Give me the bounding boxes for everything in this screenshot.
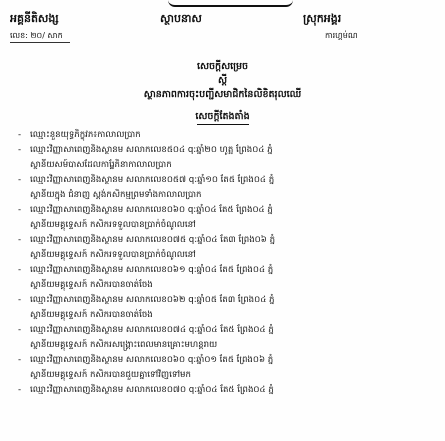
list-item-line: ស្ថានីយមគ្គុទ្ទេសក៍ កសិករទទួលបានប្រាក់ចំណូលនៅ (30, 250, 196, 260)
list-item-line: ស្ថានីយមគ្គុទ្ទេសក៍ កសិករបានជួយគ្នាទៅវិញទៅមក (30, 370, 191, 380)
list-item-line: ឈ្មោះវិញ្ញាសាពេញនិងស្ថានម សលាកលេខ០៧៤ q:ឆ្នាំ០៤ តែ៥ ព្រែង០៤ ភ្នំ (30, 325, 274, 335)
section-heading: សេចក្តីតែងតាំង (195, 111, 250, 122)
date-line: ការហ្គម់ណ (325, 31, 358, 40)
decision-subject: ស្ថានភាពការចុះបញ្ជីសមាជិកនៃលិខិតរុលឈើ (143, 89, 302, 100)
list-item-line: ឈ្មោះវិញ្ញាសាពេញនិងស្ថានម សលាកលេខ០៦០ q:ឆ្នាំ០១ តែ៥ ព្រែង០៦ ភ្នំ (30, 355, 274, 365)
list-bullet: - (18, 235, 22, 245)
list-item-line: ឈ្មោះនួនយុទ្ធភិក្ខុវភ៖កាលាលប្រាក (30, 130, 141, 140)
list-item-line: ស្ថានីយមគ្គុទ្ទេសក៍ កសិករបានចាត់ចែង (30, 310, 153, 320)
appointment-list (18, 128, 436, 398)
list-item (18, 128, 436, 143)
reference-number: លេខ: ២០/ សាក (10, 31, 63, 40)
list-bullet: - (18, 205, 22, 215)
header-center: ស្ថាបនាស (160, 12, 202, 25)
header-row (10, 12, 435, 28)
decision-subtitle: ស្តី (217, 75, 228, 86)
list-item-line: ឈ្មោះវិញ្ញាសាពេញនិងស្ថានម សលាកលេខ០៥៧ q:ឆ្នាំ១០ តែ៥ ព្រែង០៤ ភ្នំ (30, 175, 275, 185)
header-left: អគ្គនីតិសង្ស (10, 12, 59, 25)
section-underline (197, 124, 249, 125)
list-bullet: - (18, 295, 22, 305)
list-item (18, 323, 436, 353)
list-bullet: - (18, 385, 22, 395)
reference-underline (10, 42, 70, 43)
list-item (18, 233, 436, 263)
list-item-line: ឈ្មោះវិញ្ញាសាពេញនិងស្ថានម សលាកលេខ០៦០ q:ឆ្នាំ០៤ តែ៥ ព្រែង០៤ ភ្នំ (30, 205, 273, 215)
list-item-line: ស្ថានីយមគ្គុទ្ទេសក៍ កសិករទទួលបានប្រាក់ចំណូលនៅ (30, 220, 196, 230)
list-bullet: - (18, 265, 22, 275)
decision-title: សេចក្តីសម្រេច (196, 61, 249, 72)
list-item (18, 353, 436, 383)
list-item (18, 203, 436, 233)
list-bullet: - (18, 325, 22, 335)
list-bullet: - (18, 145, 22, 155)
list-bullet: - (18, 355, 22, 365)
list-item-line: ស្ថានីយមគ្គុទ្ទេសក៍ កសិករសង្គ្រោះពេលមានគ្រោះមហន្តរាយ (30, 340, 218, 350)
list-item-line: ឈ្មោះវិញ្ញាសាពេញនិងស្ថានម សលាកលេខ០៧៥ q:ឆ្នាំ០៤ តែ៣ ព្រែង០៦ ភ្នំ (30, 235, 276, 245)
list-item-line: ឈ្មោះវិញ្ញាសាពេញនិងស្ថានម សលាកលេខ០៦២ q:ឆ្នាំ០៥ តែ៣ ព្រែង០៤ ភ្នំ (30, 295, 275, 305)
header-right: ស្រុកអង្គរ (303, 12, 342, 25)
list-bullet: - (18, 130, 22, 140)
list-item (18, 173, 436, 203)
list-item-line: ស្ថានីយសម៍បាសដែលការ្ឋែភិនាកាលាលប្រាក (30, 160, 172, 170)
list-item-line: ស្ថានីយក្នុង ជំនាញ ស្តង់កសិកម្មព្រមទាំងកាលាលប្រាក (30, 190, 202, 200)
list-bullet: - (18, 175, 22, 185)
list-item-line: ស្ថានីយមគ្គុទ្ទេសក៍ កសិករបានចាត់ចែង (30, 280, 153, 290)
list-item-line: ឈ្មោះវិញ្ញាសាពេញនិងស្ថានម សលាកលេខ៥០៤ q:ឆ្នាំ២០ ហូត្អ ព្រែង០៤ ភ្នំ (30, 145, 273, 155)
list-item (18, 143, 436, 173)
list-item-line: ឈ្មោះវិញ្ញាសាពេញនិងស្ថានម សលាកលេខ០៦១ q:ឆ្នាំ០៤ តែ៥ ព្រែង០៤ ភ្នំ (30, 265, 274, 275)
cut-off-seal-fragment (168, 0, 293, 7)
list-item (18, 293, 436, 323)
subheader-row (10, 30, 435, 42)
list-item (18, 383, 436, 398)
list-item-line: ឈ្មោះវិញ្ញាសាពេញនិងស្ថានម សលាកលេខ០៧០ q:ឆ្នាំ០៤ តែ៥ ព្រែង០៤ ភ្នំ (30, 385, 274, 395)
list-item (18, 263, 436, 293)
